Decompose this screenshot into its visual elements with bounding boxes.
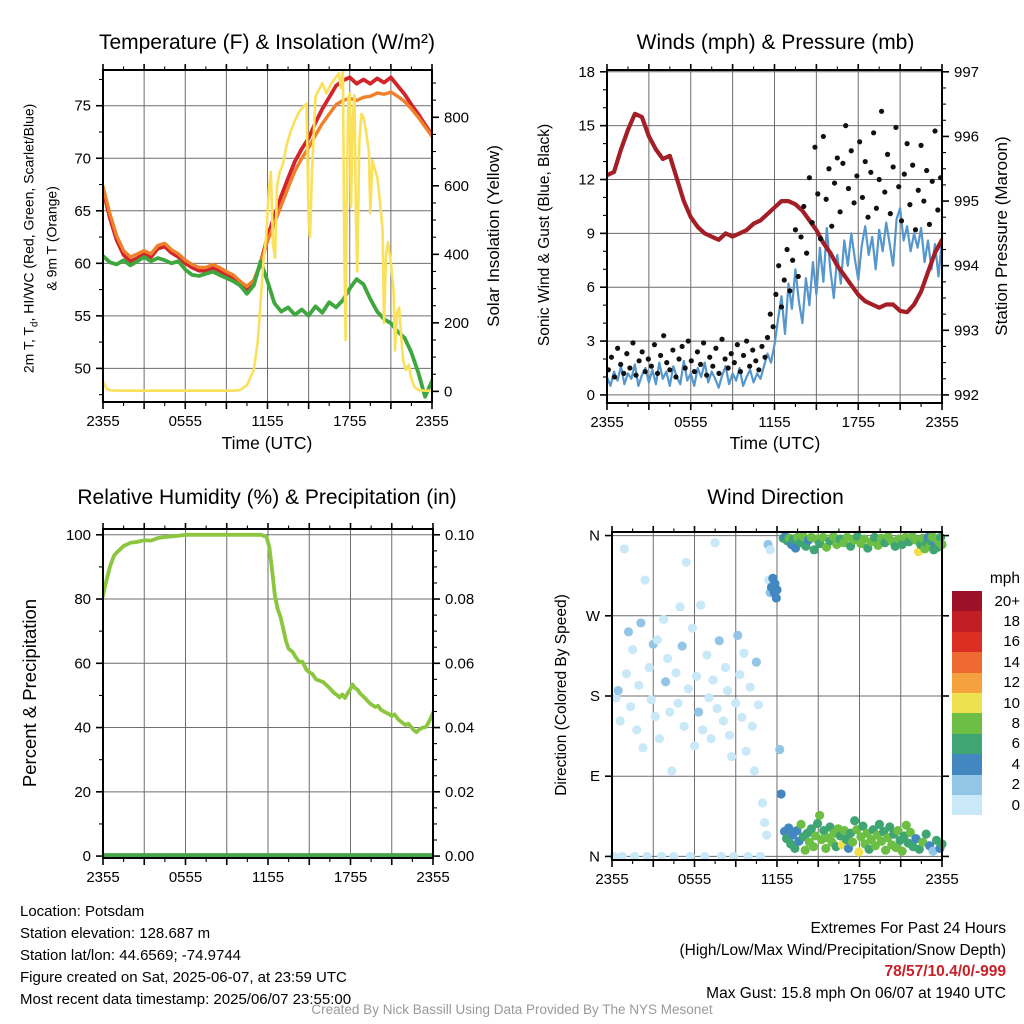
data-timestamp: Most recent data timestamp: 2025/06/07 23:55:00 [20, 991, 352, 1008]
svg-text:E: E [589, 768, 600, 786]
legend-label-18: 18 [1003, 613, 1020, 631]
svg-text:12: 12 [578, 171, 595, 189]
legend-swatch-12 [952, 673, 982, 693]
svg-text:2355: 2355 [86, 869, 120, 886]
svg-text:9: 9 [586, 225, 595, 243]
legend-row-8 [952, 713, 1020, 733]
station-elevation: Station elevation: 128.687 m [20, 925, 211, 942]
legend-label-8: 8 [1011, 715, 1020, 733]
legend-row-2 [952, 775, 1020, 795]
pressure-y-axis-label: Station Pressure (Maroon) [992, 136, 1011, 336]
svg-text:1755: 1755 [841, 414, 875, 431]
legend-swatch-20+ [952, 591, 982, 611]
legend-label-6: 6 [1011, 735, 1020, 753]
temperature-y-axis-label: 2m T, $T_d$, HI/WC (Red, Green, Scarlet/Blue) & 9m T (Orange) [20, 103, 60, 374]
humidity-chart-title: Relative Humidity (%) & Precipitation (in) [77, 486, 457, 509]
svg-text:55: 55 [74, 307, 91, 325]
svg-text:0555: 0555 [168, 869, 203, 886]
svg-text:20: 20 [74, 783, 91, 801]
winds-x-axis-label: Time (UTC) [729, 433, 821, 453]
svg-text:40: 40 [74, 719, 91, 737]
chart-temperature_insolation [74, 64, 469, 430]
legend-title: mph [989, 570, 1020, 587]
legend-swatch-16 [952, 632, 982, 652]
svg-text:1155: 1155 [251, 869, 285, 886]
svg-text:0: 0 [82, 848, 91, 866]
extremes-subtitle: (High/Low/Max Wind/Precipitation/Snow Depth) [679, 941, 1006, 959]
legend-swatch-0 [952, 795, 982, 815]
svg-text:80: 80 [74, 591, 91, 609]
svg-text:1755: 1755 [333, 413, 367, 430]
svg-text:65: 65 [74, 202, 91, 220]
svg-text:1155: 1155 [251, 413, 284, 430]
legend-row-20+ [952, 591, 1020, 611]
svg-text:N: N [589, 527, 600, 545]
temperature-x-axis-label: Time (UTC) [221, 433, 313, 453]
wind-speed-legend [952, 570, 1020, 815]
svg-text:100: 100 [65, 526, 91, 544]
winds-chart-title: Winds (mph) & Pressure (mb) [636, 31, 915, 54]
temperature-chart-title: Temperature (F) & Insolation (W/m²) [98, 31, 436, 54]
legend-swatch-8 [952, 713, 982, 733]
legend-swatch-18 [952, 611, 982, 631]
svg-text:800: 800 [444, 109, 470, 127]
svg-text:0.08: 0.08 [445, 591, 475, 609]
legend-swatch-6 [952, 734, 982, 754]
legend-label-4: 4 [1011, 755, 1020, 773]
svg-text:2355: 2355 [590, 414, 624, 431]
svg-text:2355: 2355 [925, 414, 959, 431]
svg-text:70: 70 [74, 150, 91, 168]
legend-swatch-10 [952, 693, 982, 713]
svg-text:6: 6 [586, 279, 595, 297]
svg-text:0.10: 0.10 [445, 526, 475, 544]
insolation-y-axis-label: Solar Insolation (Yellow) [484, 145, 503, 327]
svg-text:0.04: 0.04 [445, 719, 475, 737]
legend-label-20+: 20+ [994, 592, 1020, 610]
svg-text:18: 18 [578, 63, 595, 81]
humidity-y-axis-label: Percent & Precipitation [19, 598, 40, 788]
legend-row-6 [952, 734, 1020, 754]
svg-text:1755: 1755 [333, 869, 368, 886]
legend-label-10: 10 [1003, 694, 1020, 712]
legend-swatch-2 [952, 775, 982, 795]
svg-text:0555: 0555 [674, 414, 708, 431]
legend-row-14 [952, 652, 1020, 672]
svg-text:2355: 2355 [416, 869, 450, 886]
figure-created: Figure created on Sat, 2025-06-07, at 23:59 UTC [20, 969, 347, 986]
svg-text:995: 995 [954, 193, 980, 211]
svg-text:1155: 1155 [760, 871, 794, 888]
svg-text:200: 200 [444, 314, 470, 332]
svg-text:0555: 0555 [168, 413, 202, 430]
wind-direction-chart-title: Wind Direction [707, 486, 844, 509]
legend-label-0: 0 [1011, 796, 1020, 814]
svg-text:2355: 2355 [86, 413, 120, 430]
svg-text:0: 0 [444, 383, 453, 401]
svg-text:0.06: 0.06 [445, 655, 475, 673]
svg-text:997: 997 [954, 63, 980, 81]
svg-text:1155: 1155 [758, 414, 791, 431]
svg-text:15: 15 [578, 117, 595, 135]
station-info-block [20, 901, 351, 1011]
chart-winds_pressure [578, 64, 979, 431]
svg-text:2355: 2355 [595, 871, 629, 888]
svg-text:0: 0 [586, 386, 595, 404]
legend-row-4 [952, 754, 1020, 774]
svg-text:400: 400 [444, 246, 470, 264]
svg-text:1755: 1755 [842, 871, 877, 888]
max-gust: Max Gust: 15.8 mph On 06/07 at 1940 UTC [706, 984, 1006, 1002]
legend-label-16: 16 [1003, 633, 1020, 651]
svg-text:994: 994 [954, 257, 980, 275]
chart-wind_direction [586, 526, 959, 888]
svg-text:60: 60 [74, 255, 91, 273]
svg-text:W: W [585, 607, 600, 625]
svg-text:75: 75 [74, 97, 91, 115]
svg-text:0.02: 0.02 [445, 783, 475, 801]
legend-label-2: 2 [1011, 776, 1020, 794]
svg-text:993: 993 [954, 322, 980, 340]
legend-row-12 [952, 673, 1020, 693]
svg-text:996: 996 [954, 128, 980, 146]
svg-text:992: 992 [954, 386, 980, 404]
svg-text:60: 60 [74, 655, 91, 673]
station-location: Location: Potsdam [20, 903, 145, 920]
station-latlon: Station lat/lon: 44.6569; -74.9744 [20, 947, 242, 964]
extremes-values: 78/57/10.4/0/-999 [884, 963, 1006, 980]
legend-swatch-4 [952, 754, 982, 774]
svg-text:2355: 2355 [925, 871, 959, 888]
legend-swatch-14 [952, 652, 982, 672]
svg-text:N: N [589, 848, 600, 866]
legend-row-18 [952, 611, 1020, 631]
legend-row-16 [952, 632, 1020, 652]
legend-row-0 [952, 795, 1020, 815]
svg-text:S: S [589, 688, 600, 705]
svg-text:0555: 0555 [677, 871, 712, 888]
legend-label-12: 12 [1003, 674, 1020, 692]
svg-text:50: 50 [74, 360, 91, 378]
extremes-title: Extremes For Past 24 Hours [810, 920, 1006, 937]
direction-y-axis-label: Direction (Colored By Speed) [553, 594, 570, 796]
svg-text:2355: 2355 [415, 413, 449, 430]
legend-row-10 [952, 693, 1020, 713]
svg-text:0.00: 0.00 [445, 848, 475, 866]
credit-line: Created By Nick Bassill Using Data Provided By The NYS Mesonet [311, 1002, 713, 1017]
wind-y-axis-label: Sonic Wind & Gust (Blue, Black) [536, 123, 553, 347]
svg-text:3: 3 [586, 333, 595, 351]
svg-text:600: 600 [444, 177, 470, 195]
extremes-block [680, 918, 1007, 1004]
legend-label-14: 14 [1003, 653, 1020, 671]
chart-humidity_precip [66, 523, 474, 886]
